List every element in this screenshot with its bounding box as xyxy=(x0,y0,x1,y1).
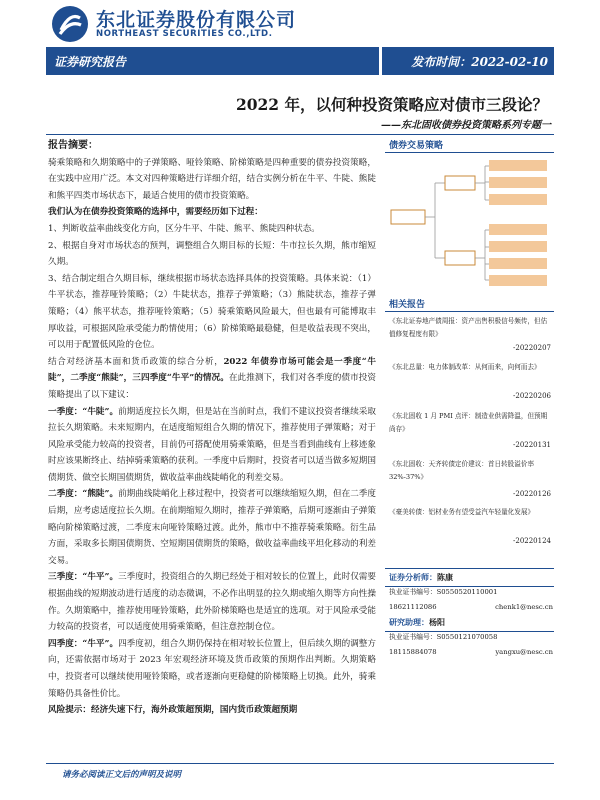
company-name-cn: 东北证券股份有限公司 xyxy=(96,9,297,31)
summary-heading: 报告摘要： xyxy=(48,140,98,151)
related-report-4[interactable]: 《东北固收：天齐转债定价建议：首日转股溢价率 32%-37%》 xyxy=(389,460,535,481)
assistant-name: 杨阳 xyxy=(429,617,445,627)
related-report-1[interactable]: 《东北证券地产债周报：资产出售积极信号频传，但估值修复程度有限》 xyxy=(389,317,548,338)
related-report-4-date: -20220126 xyxy=(513,490,551,498)
related-report-2[interactable]: 《东北总量：电力体制改革：从何而来，向何而去》 xyxy=(389,363,541,371)
related-divider xyxy=(385,311,554,312)
title-divider xyxy=(46,134,554,135)
tree-leaf-4 xyxy=(489,224,547,235)
tree-root xyxy=(391,210,425,224)
company-logo xyxy=(52,6,88,42)
summary-step-3: 3、结合制定组合久期目标，继续根据市场状态选择具体的投资策略。具体来说：（1）牛平状态，推荐哑铃策略；（2）牛陡状态，推荐子弹策略；（3）熊陡状态，推荐子弹策略；（4）熊平状态，推荐哑铃策略；（5）骑乘策略风险最大，但也最有可能博取丰厚收益，可根据风险承受能力酌情使用；（6）阶梯策略最稳健，但是收益表现不突出，可以用于配置低风险的仓位。 xyxy=(48,273,376,351)
assistant-email: yangxu@nesc.cn xyxy=(495,648,553,656)
footer-disclaimer: 请务必阅读正文后的声明及说明 xyxy=(62,770,182,780)
assistant-line: 研究助理：杨阳 xyxy=(389,617,445,627)
related-report-3-date: -20220131 xyxy=(513,441,551,449)
tree-leaf-6 xyxy=(489,258,547,269)
related-report-3[interactable]: 《东北固收 1 月 PMI 点评：制造业供需降温，但预期尚存》 xyxy=(389,412,548,433)
summary-outlook: 结合对经济基本面和货币政策的综合分析，2022 年债券市场可能会是一季度“牛陡”，二季度“熊陡”，三四季度“牛平”的情况。在此推测下，我们对各季度的债市投资策略提出了以下建议： xyxy=(48,356,376,400)
q2-advice: 二季度：“熊陡”。前期曲线陡峭化上移过程中，投资者可以继续缩短久期，但在二季度后期，应考虑适度拉长久期。在前期缩短久期时，推荐子弹策略，后期可逐渐由子弹策略向阶梯策略过渡，二季度末向哑铃策略过渡。此外，熊市中不推荐骑乘策略。衍生品方面，采取多长期国债期货、空短期国债期货的策略，做收益率曲线平坦化移动的利差交易。 xyxy=(48,489,376,566)
summary-column xyxy=(48,138,376,719)
q1-advice: 一季度：“牛陡”。前期适度拉长久期，但是站在当前时点，我们不建议投资者继续采取拉长久期策略。未来短期内，在适度缩短组合久期的情况下，推荐使用子弹策略；对于风险承受能力较高的投资者，目前仍可搭配使用骑乘策略，但是当看到曲线有上移迹象时应该果断终止、结掉骑乘策略的获利。一季度中后期时，投资者可以适当做多短期国债期货、做空长期国债期货，做收益率曲线陡峭化的利差交易。 xyxy=(48,406,376,483)
q4-advice: 四季度：“牛平”。四季度初，组合久期仍保持在相对较长位置上，但后续久期的调整方向，还需依据市场对于 2023 年宏观经济环境及货币政策的预期作出判断。久期策略中，投资者可以继续使用哑铃策略，或者逐渐向更稳健的阶梯策略上切换。此外，骑乘策略仍具备性价比。 xyxy=(48,638,376,699)
risk-warning: 风险提示：经济失速下行，海外政策超预期，国内货币政策超预期 xyxy=(48,705,298,716)
summary-step-2: 2、根据自身对市场状态的预判，调整组合久期目标的长短：牛市拉长久期，熊市缩短久期。 xyxy=(48,240,376,268)
related-report-5-date: -20220124 xyxy=(513,537,551,545)
analyst-phone: 18621112086 xyxy=(389,603,437,611)
report-type: 证券研究报告 xyxy=(54,55,127,69)
assistant-cert: 执业证书编号：S0550121070058 xyxy=(389,633,498,641)
tree-leaf-7 xyxy=(489,275,547,286)
tree-node-a xyxy=(445,176,475,190)
summary-process-heading: 我们认为在债券投资策略的选择中，需要经历如下过程： xyxy=(48,207,263,218)
analyst-divider-top xyxy=(385,568,554,569)
tree-leaf-5 xyxy=(489,241,547,252)
q3-advice: 三季度：“牛平”。三季度时，投资组合的久期已经处于相对较长的位置上，此时仅需要根据曲线的短期波动进行适度的动态微调，不必作出明显的拉久期或缩久期等方向性操作。久期策略中，推荐使用哑铃策略，此外阶梯策略也是适宜的选项。对于风险承受能力较高的投资者，可以适度使用骑乘策略，但注意控制仓位。 xyxy=(48,572,376,633)
tree-leaf-1 xyxy=(489,160,547,171)
analyst-email: chenk1@nesc.cn xyxy=(495,603,553,611)
assistant-phone: 18115884078 xyxy=(389,648,437,656)
related-reports-heading: 相关报告 xyxy=(389,300,426,310)
tree-leaf-3 xyxy=(489,194,547,205)
analyst-name: 陈康 xyxy=(437,572,453,582)
related-report-2-date: -20220206 xyxy=(513,392,551,400)
summary-step-1: 1、判断收益率曲线变化方向，区分牛平、牛陡、熊平、熊陡四种状态。 xyxy=(48,223,320,234)
tree-node-b xyxy=(445,251,475,265)
summary-intro: 骑乘策略和久期策略中的子弹策略、哑铃策略、阶梯策略是四种重要的债券投资策略，在实践中应用广泛。本文对四种策略进行详细介绍，结合实例分析在牛平、牛陡、熊陡和熊平四类市场状态下，最适合使用的债市投资策略。 xyxy=(48,157,376,201)
tree-leaf-2 xyxy=(489,177,547,188)
strategy-tree-diagram xyxy=(389,158,552,288)
related-report-5[interactable]: 《豪美转债：铝材业务有望受益汽车轻量化发展》 xyxy=(389,508,535,516)
strategy-divider xyxy=(385,152,554,153)
publish-date: 发布时间：2022-02-10 xyxy=(411,55,548,69)
analyst-contact xyxy=(389,601,553,613)
company-name-en: NORTHEAST SECURITIES CO.,LTD. xyxy=(96,29,273,39)
footer-divider xyxy=(46,763,554,764)
analyst-cert: 执业证书编号：S0550520110001 xyxy=(389,588,498,596)
related-report-1-date: -20220207 xyxy=(513,344,551,352)
analyst-line: 证券分析师：陈康 xyxy=(389,572,453,582)
assistant-contact xyxy=(389,646,553,658)
strategy-heading: 债券交易策略 xyxy=(389,141,444,151)
report-title: 2022 年，以何种投资策略应对债市三段论？ xyxy=(235,95,548,114)
report-subtitle: ——东北固收债券投资策略系列专题一 xyxy=(381,120,551,131)
